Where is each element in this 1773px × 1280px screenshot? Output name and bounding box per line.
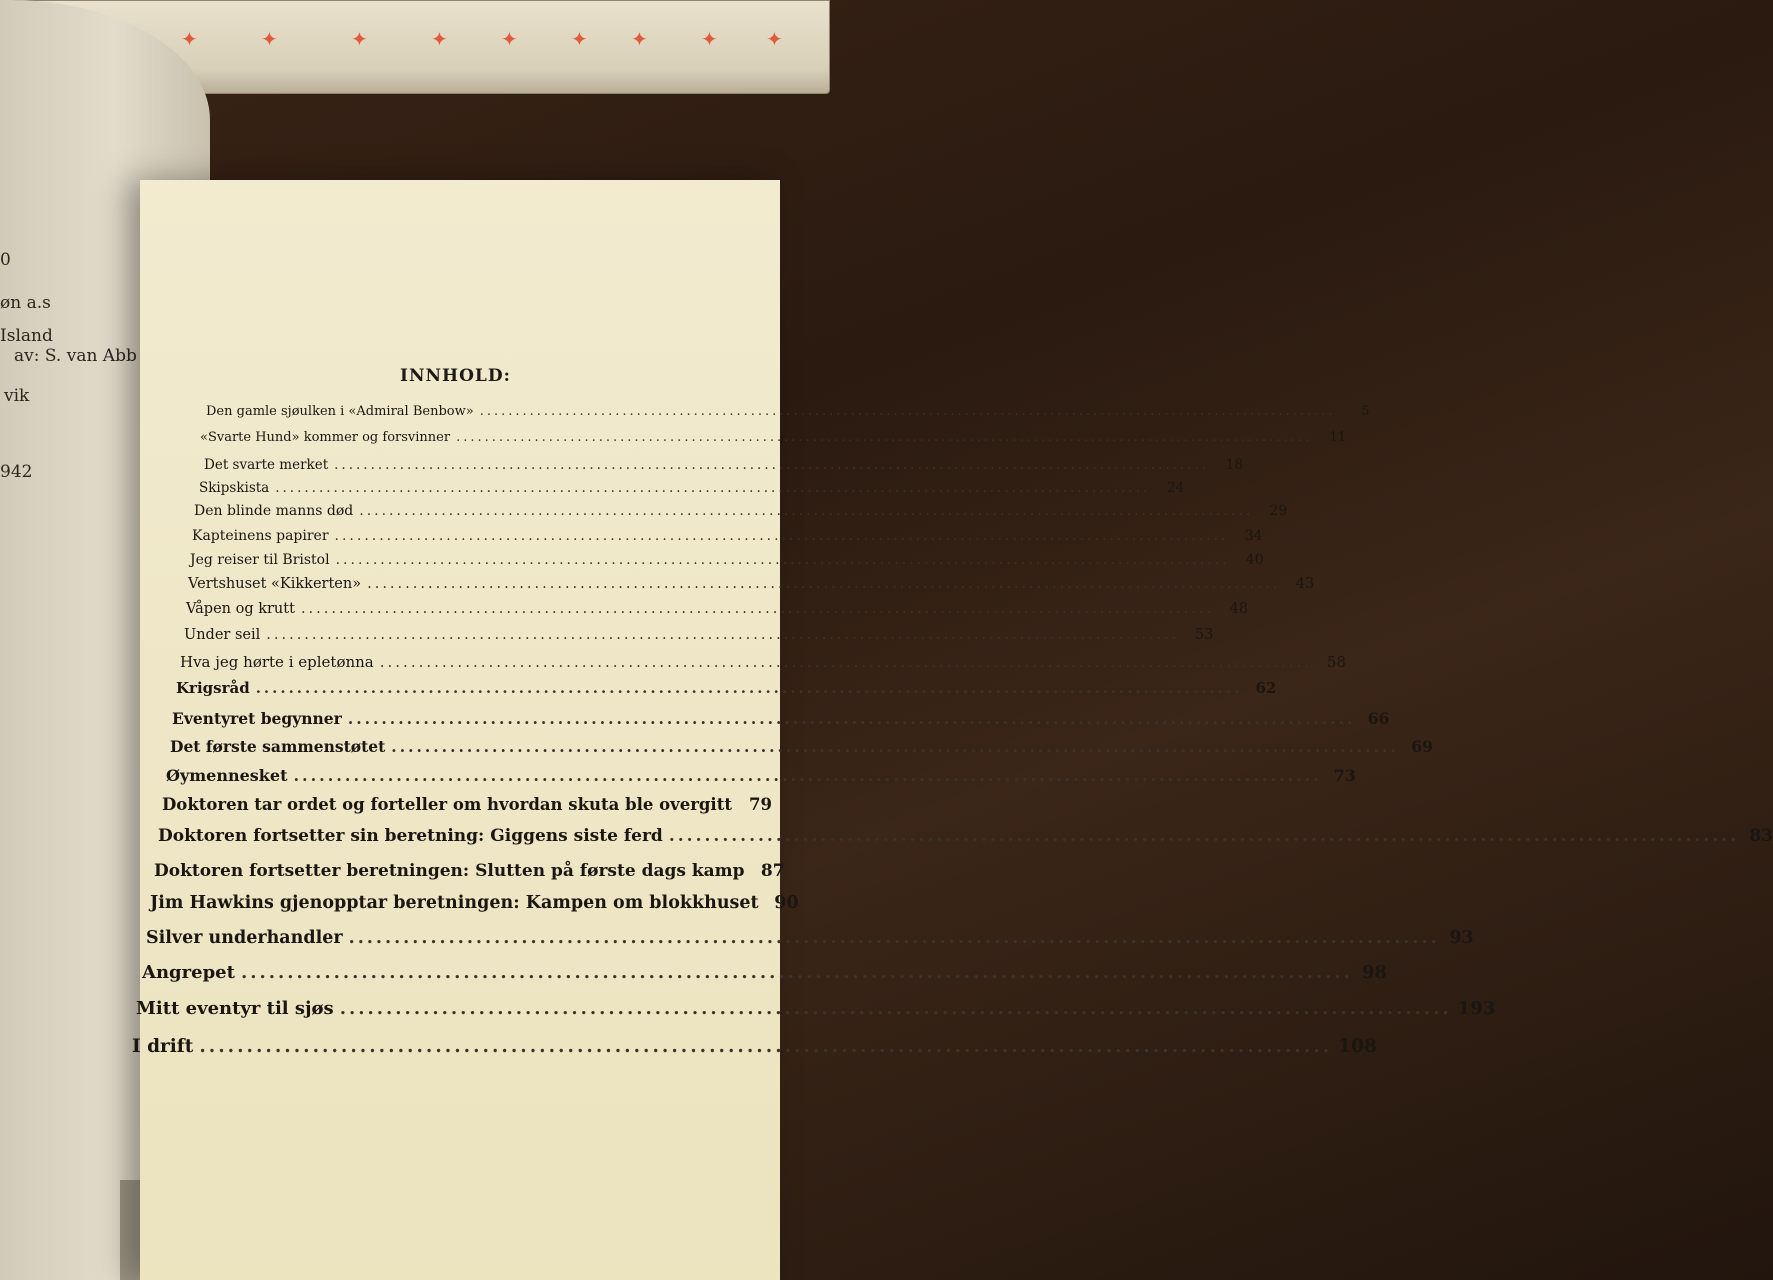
toc-entry-title: Vertshuset «Kikkerten» <box>188 576 362 592</box>
toc-entry <box>206 404 1370 419</box>
toc-entry-page: 83 <box>1749 826 1773 846</box>
toc-leader-dots: ........................................................................................................................ <box>379 653 1312 671</box>
toc-leader-dots: ........................................................................................................................ <box>456 430 1312 445</box>
toc-entry-page: 11 <box>1329 430 1346 445</box>
toc-entry-title: Doktoren fortsetter sin beretning: Giggens siste ferd <box>158 826 663 846</box>
toc-entry-title: Angrepet <box>142 962 235 983</box>
toc-entry-title: Jim Hawkins gjenopptar beretningen: Kampen om blokkhuset <box>150 893 759 913</box>
toc-entry-title: Det første sammenstøtet <box>170 737 386 756</box>
toc-entry <box>142 962 1387 983</box>
toc-entry-page: 93 <box>1449 928 1474 948</box>
toc-leader-dots: ........................................................................................................................ <box>348 928 1440 948</box>
toc-entry-page: 24 <box>1166 480 1185 496</box>
toc-leader-dots: ........................................................................................................................ <box>199 1036 1333 1057</box>
toc-entry-page: 108 <box>1338 1036 1377 1057</box>
toc-entry-title: Mitt eventyr til sjøs <box>136 998 334 1019</box>
toc-entry <box>188 576 1315 592</box>
toc-entry <box>172 709 1390 728</box>
toc-entry <box>146 928 1474 948</box>
toc-leader-dots: ........................................................................................................................ <box>391 737 1399 756</box>
toc-entry-title: Øymennesket <box>166 766 288 785</box>
toc-entry-title: Jeg reiser til Bristol <box>190 552 330 568</box>
toc-title: INNHOLD: <box>400 366 511 386</box>
toc-leader-dots: ........................................................................................................................ <box>293 766 1322 785</box>
toc-entry <box>190 552 1264 568</box>
toc-leader-dots: ........................................................................................................................ <box>334 528 1229 544</box>
left-page-line: 0 <box>0 250 11 270</box>
toc-entry <box>184 627 1214 643</box>
toc-entry-title: Krigsråd <box>176 679 250 697</box>
toc-entry <box>170 737 1433 756</box>
left-page-line: av: S. van Abb <box>14 346 137 366</box>
toc-entry-page: 73 <box>1333 766 1356 785</box>
toc-entry-page: 87 <box>760 861 785 881</box>
toc-entry-page: 34 <box>1244 528 1263 544</box>
toc-leader-dots: ........................................................................................................................ <box>367 576 1281 592</box>
toc-entry-page: 58 <box>1326 653 1346 671</box>
spine-ornament: ✦ <box>351 27 368 51</box>
toc-entry-page: 5 <box>1361 404 1370 419</box>
right-page <box>140 180 780 1280</box>
left-page-line: 942 <box>0 462 33 482</box>
left-page-line: Island <box>0 326 53 346</box>
toc-entry-title: Doktoren fortsetter beretningen: Slutten på første dags kamp <box>154 861 745 881</box>
spine-ornament: ✦ <box>701 27 718 51</box>
toc-entry-page: 90 <box>774 893 799 913</box>
toc-leader-dots: ........................................................................................................................ <box>240 962 1353 983</box>
toc-entry <box>150 893 799 913</box>
toc-entry-title: Det svarte merket <box>204 457 329 473</box>
toc-entry <box>200 430 1346 445</box>
toc-entry-page: 18 <box>1225 457 1244 473</box>
toc-entry <box>186 601 1249 617</box>
toc-entry-page: 66 <box>1367 709 1390 728</box>
toc-entry-page: 53 <box>1194 627 1214 643</box>
toc-entry <box>194 503 1288 519</box>
left-page-line: vik <box>4 386 30 406</box>
toc-leader-dots: ........................................................................................................................ <box>266 627 1180 643</box>
toc-entry-page: 193 <box>1457 998 1496 1019</box>
toc-entry-title: Doktoren tar ordet og forteller om hvordan skuta ble overgitt <box>162 795 732 814</box>
toc-entry <box>204 457 1244 473</box>
toc-entry-page: 98 <box>1361 962 1387 983</box>
toc-entry-page: 29 <box>1269 503 1288 519</box>
toc-entry <box>132 1036 1377 1057</box>
toc-leader-dots: ........................................................................................................................ <box>275 480 1151 496</box>
toc-entry <box>136 998 1496 1019</box>
toc-leader-dots: ........................................................................................................................ <box>668 826 1740 846</box>
spine-ornament: ✦ <box>181 27 198 51</box>
spine-ornament: ✦ <box>261 27 278 51</box>
spine-ornament: ✦ <box>631 27 648 51</box>
toc-entry-title: Våpen og krutt <box>186 601 295 617</box>
toc-leader-dots: ........................................................................................................................ <box>334 457 1210 473</box>
toc-entry-page: 43 <box>1295 576 1315 592</box>
toc-entry-title: Kapteinens papirer <box>192 528 329 544</box>
toc-leader-dots: ........................................................................................................................ <box>347 709 1356 728</box>
toc-entry-title: «Svarte Hund» kommer og forsvinner <box>200 430 451 445</box>
toc-entry-page: 48 <box>1229 601 1249 617</box>
toc-entry-title: Eventyret begynner <box>172 709 342 728</box>
toc-leader-dots: ........................................................................................................................ <box>335 552 1230 568</box>
toc-entry-page: 69 <box>1411 737 1433 756</box>
toc-entry-title: I drift <box>132 1036 194 1057</box>
toc-entry-page: 62 <box>1255 679 1277 697</box>
toc-entry-title: Den blinde manns død <box>194 503 354 519</box>
toc-entry <box>199 480 1185 496</box>
toc-leader-dots: ........................................................................................................................ <box>339 998 1452 1019</box>
toc-entry <box>180 653 1346 671</box>
toc-entry <box>158 826 1773 846</box>
toc-leader-dots: ........................................................................................................................ <box>479 404 1336 419</box>
spine-ornament: ✦ <box>431 27 448 51</box>
toc-entry <box>166 766 1356 785</box>
toc-leader-dots: ........................................................................................................................ <box>255 679 1243 697</box>
spine-ornament: ✦ <box>766 27 783 51</box>
toc-entry <box>154 861 785 881</box>
toc-leader-dots: ........................................................................................................................ <box>300 601 1215 617</box>
toc-entry <box>192 528 1263 544</box>
toc-entry-page: 79 <box>748 795 772 814</box>
toc-leader-dots: ........................................................................................................................ <box>359 503 1254 519</box>
toc-entry-title: Silver underhandler <box>146 928 343 948</box>
toc-entry-page: 40 <box>1245 552 1264 568</box>
toc-entry-title: Hva jeg hørte i epletønna <box>180 653 374 671</box>
toc-entry-title: Den gamle sjøulken i «Admiral Benbow» <box>206 404 474 419</box>
toc-entry-title: Under seil <box>184 627 261 643</box>
spine-ornament: ✦ <box>571 27 588 51</box>
spine-ornament: ✦ <box>501 27 518 51</box>
toc-entry-title: Skipskista <box>199 480 270 496</box>
toc-entry <box>176 679 1277 697</box>
left-page-line: øn a.s <box>0 293 51 313</box>
toc-entry <box>162 795 772 814</box>
